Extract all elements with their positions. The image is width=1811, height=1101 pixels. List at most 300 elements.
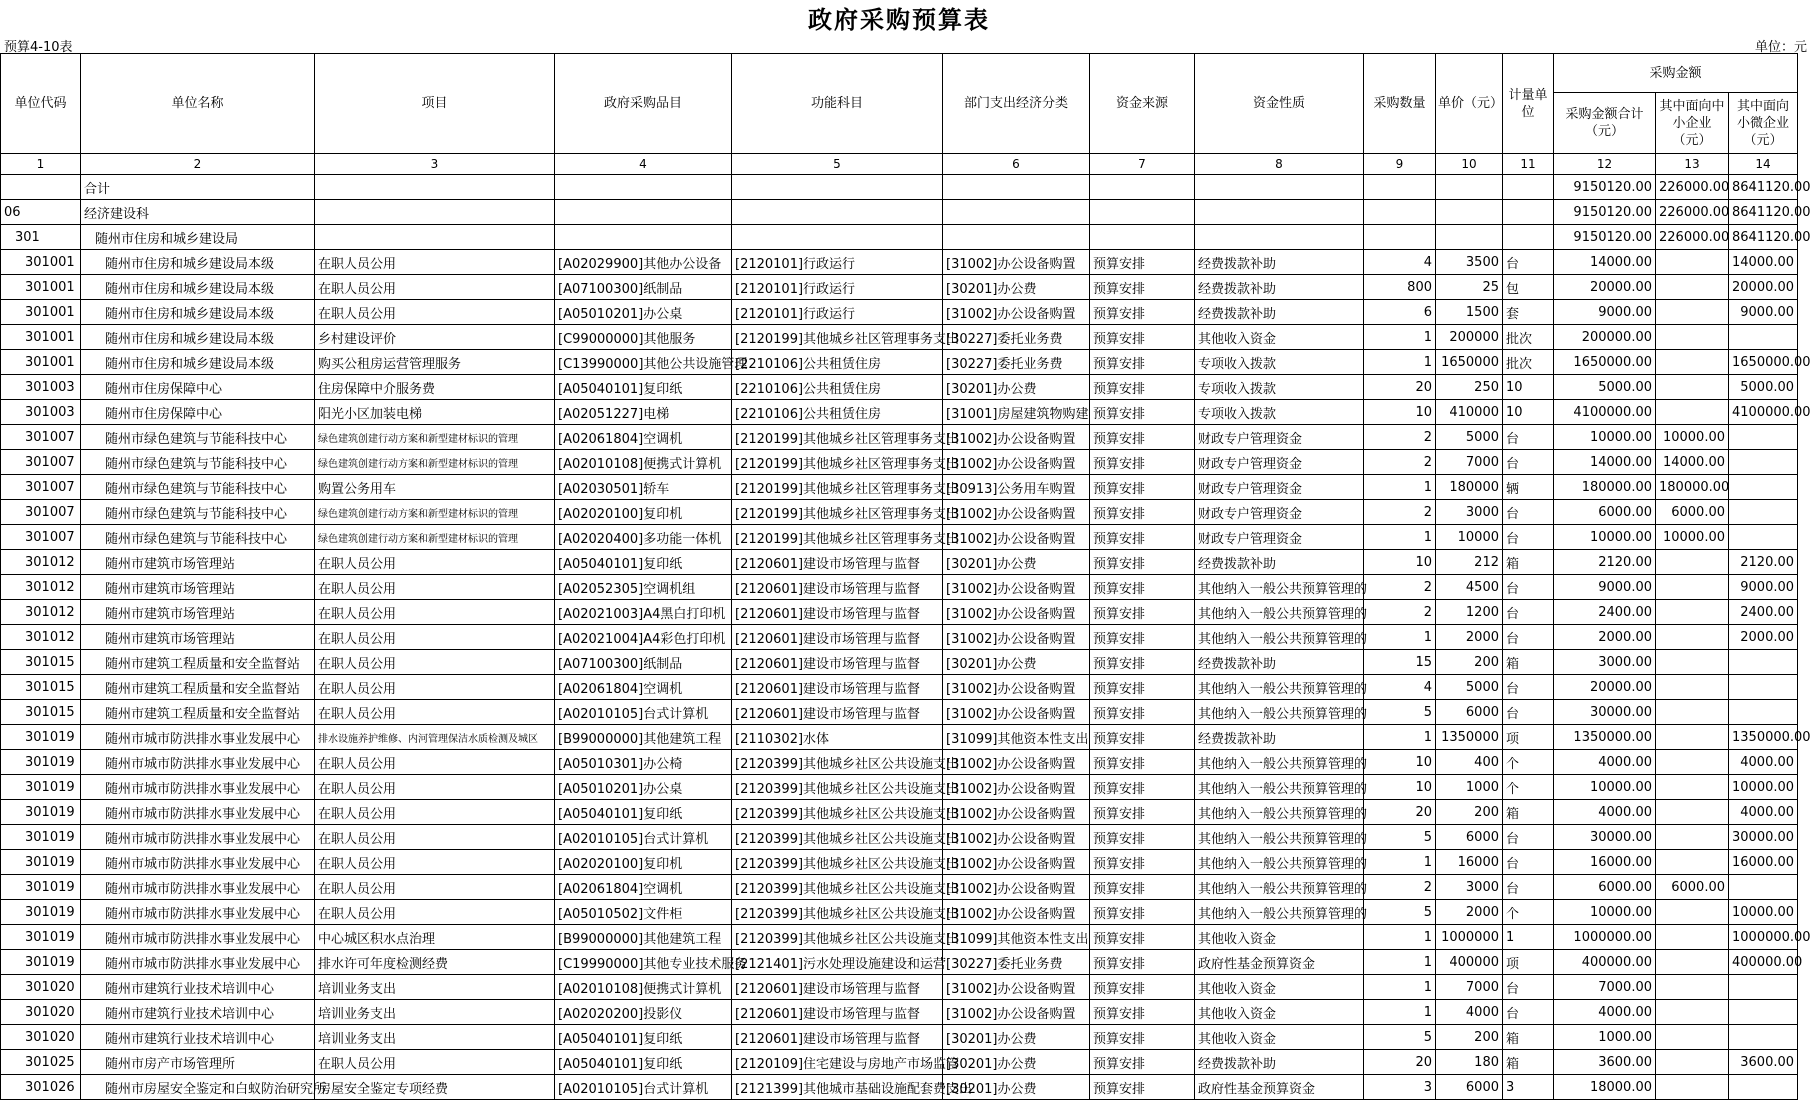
cell-unit-name: 随州市城市防洪排水事业发展中心 — [81, 875, 315, 900]
cell-project: 在职人员公用 — [315, 650, 555, 675]
cell-func: [2120399]其他城乡社区公共设施支出 — [732, 825, 943, 850]
cell-sme — [1656, 350, 1729, 375]
cell-unit-code: 301019 — [1, 850, 81, 875]
cell-item: [A05040101]复印纸 — [555, 1025, 732, 1050]
empty-cell — [315, 175, 555, 200]
cell-src: 预算安排 — [1090, 800, 1195, 825]
cell-price: 6000 — [1436, 700, 1503, 725]
cell-total: 4000.00 — [1554, 800, 1656, 825]
summary-name: 随州市住房和城乡建设局 — [81, 225, 315, 250]
cell-nature: 其他收入资金 — [1195, 1000, 1364, 1025]
table-row — [1, 1000, 1798, 1025]
cell-measure: 3 — [1503, 1075, 1554, 1100]
cell-micro: 4000.00 — [1729, 750, 1798, 775]
header-unit-name: 单位名称 — [81, 54, 315, 154]
page-title: 政府采购预算表 — [808, 6, 990, 34]
cell-item: [A02021003]A4黑白打印机 — [555, 600, 732, 625]
cell-func: [2110302]水体 — [732, 725, 943, 750]
cell-sme: 6000.00 — [1656, 500, 1729, 525]
cell-sme: 14000.00 — [1656, 450, 1729, 475]
cell-measure: 套 — [1503, 300, 1554, 325]
cell-total: 400000.00 — [1554, 950, 1656, 975]
cell-item: [A02010108]便携式计算机 — [555, 450, 732, 475]
cell-micro: 10000.00 — [1729, 775, 1798, 800]
empty-cell — [1364, 175, 1436, 200]
header-project: 项目 — [315, 54, 555, 154]
cell-nature: 经费拨款补助 — [1195, 650, 1364, 675]
cell-price: 3000 — [1436, 500, 1503, 525]
cell-qty: 1 — [1364, 925, 1436, 950]
cell-project: 在职人员公用 — [315, 575, 555, 600]
cell-nature: 其他纳入一般公共预算管理的 — [1195, 600, 1364, 625]
cell-micro — [1729, 975, 1798, 1000]
cell-qty: 10 — [1364, 400, 1436, 425]
summary-total: 9150120.00 — [1554, 200, 1656, 225]
cell-unit-name: 随州市建筑市场管理站 — [81, 625, 315, 650]
cell-econ: [31002]办公设备购置 — [943, 750, 1090, 775]
empty-cell — [1090, 225, 1195, 250]
cell-econ: [31002]办公设备购置 — [943, 525, 1090, 550]
cell-econ: [30201]办公费 — [943, 275, 1090, 300]
column-number: 14 — [1729, 154, 1798, 175]
cell-qty: 1 — [1364, 1000, 1436, 1025]
cell-unit-name: 随州市绿色建筑与节能科技中心 — [81, 500, 315, 525]
cell-measure: 台 — [1503, 850, 1554, 875]
cell-func: [2121401]污水处理设施建设和运营 — [732, 950, 943, 975]
cell-project: 购置公务用车 — [315, 475, 555, 500]
cell-measure: 箱 — [1503, 1050, 1554, 1075]
cell-econ: [31002]办公设备购置 — [943, 875, 1090, 900]
cell-item: [A02021004]A4彩色打印机 — [555, 625, 732, 650]
empty-cell — [732, 175, 943, 200]
summary-micro: 8641120.00 — [1729, 200, 1798, 225]
cell-sme — [1656, 325, 1729, 350]
empty-cell — [1090, 200, 1195, 225]
cell-price: 400 — [1436, 750, 1503, 775]
cell-measure: 批次 — [1503, 350, 1554, 375]
cell-unit-code: 301012 — [1, 625, 81, 650]
cell-unit-code: 301015 — [1, 675, 81, 700]
header-micro: 其中面向小微企业（元） — [1729, 93, 1798, 154]
header-item: 政府采购品目 — [555, 54, 732, 154]
table-row — [1, 575, 1798, 600]
summary-name: 经济建设科 — [81, 200, 315, 225]
empty-cell — [1364, 225, 1436, 250]
cell-sme — [1656, 825, 1729, 850]
cell-econ: [31099]其他资本性支出 — [943, 925, 1090, 950]
cell-total: 18000.00 — [1554, 1075, 1656, 1100]
cell-sme — [1656, 250, 1729, 275]
cell-qty: 1 — [1364, 725, 1436, 750]
budget-table — [0, 53, 1811, 1100]
cell-src: 预算安排 — [1090, 650, 1195, 675]
cell-sme — [1656, 600, 1729, 625]
cell-measure: 包 — [1503, 275, 1554, 300]
cell-unit-name: 随州市城市防洪排水事业发展中心 — [81, 925, 315, 950]
cell-src: 预算安排 — [1090, 450, 1195, 475]
cell-nature: 其他纳入一般公共预算管理的 — [1195, 800, 1364, 825]
cell-nature: 其他纳入一般公共预算管理的 — [1195, 850, 1364, 875]
cell-qty: 5 — [1364, 1025, 1436, 1050]
cell-project: 阳光小区加装电梯 — [315, 400, 555, 425]
cell-project: 房屋安全鉴定专项经费 — [315, 1075, 555, 1100]
cell-item: [C19990000]其他专业技术服务 — [555, 950, 732, 975]
cell-micro: 9000.00 — [1729, 575, 1798, 600]
cell-nature: 经费拨款补助 — [1195, 250, 1364, 275]
cell-project: 绿色建筑创建行动方案和新型建材标识的管理 — [315, 500, 555, 525]
cell-src: 预算安排 — [1090, 300, 1195, 325]
cell-measure: 批次 — [1503, 325, 1554, 350]
cell-total: 2000.00 — [1554, 625, 1656, 650]
cell-qty: 5 — [1364, 900, 1436, 925]
cell-project: 在职人员公用 — [315, 675, 555, 700]
cell-project: 中心城区积水点治理 — [315, 925, 555, 950]
cell-measure: 项 — [1503, 725, 1554, 750]
table-row — [1, 950, 1798, 975]
empty-cell — [1436, 175, 1503, 200]
cell-unit-name: 随州市城市防洪排水事业发展中心 — [81, 750, 315, 775]
cell-measure: 台 — [1503, 500, 1554, 525]
cell-price: 1500 — [1436, 300, 1503, 325]
empty-cell — [555, 175, 732, 200]
cell-nature: 其他纳入一般公共预算管理的 — [1195, 900, 1364, 925]
summary-micro: 8641120.00 — [1729, 225, 1798, 250]
cell-qty: 20 — [1364, 800, 1436, 825]
summary-row — [1, 225, 1798, 250]
cell-total: 30000.00 — [1554, 825, 1656, 850]
cell-func: [2210106]公共租赁住房 — [732, 400, 943, 425]
cell-qty: 1 — [1364, 525, 1436, 550]
cell-nature: 财政专户管理资金 — [1195, 500, 1364, 525]
cell-measure: 10 — [1503, 400, 1554, 425]
header-amount-group: 采购金额 — [1554, 54, 1798, 93]
cell-econ: [30201]办公费 — [943, 550, 1090, 575]
cell-func: [2120601]建设市场管理与监督 — [732, 675, 943, 700]
cell-qty: 5 — [1364, 700, 1436, 725]
table-row — [1, 650, 1798, 675]
cell-src: 预算安排 — [1090, 500, 1195, 525]
cell-qty: 800 — [1364, 275, 1436, 300]
cell-econ: [31002]办公设备购置 — [943, 825, 1090, 850]
cell-func: [2120601]建设市场管理与监督 — [732, 550, 943, 575]
empty-cell — [943, 225, 1090, 250]
empty-cell — [315, 200, 555, 225]
cell-micro — [1729, 450, 1798, 475]
cell-unit-name: 随州市城市防洪排水事业发展中心 — [81, 725, 315, 750]
cell-price: 1650000 — [1436, 350, 1503, 375]
cell-nature: 其他收入资金 — [1195, 1025, 1364, 1050]
column-number: 4 — [555, 154, 732, 175]
cell-unit-name: 随州市住房和城乡建设局本级 — [81, 275, 315, 300]
table-row — [1, 1075, 1798, 1100]
header-qty: 采购数量 — [1364, 54, 1436, 154]
cell-price: 200000 — [1436, 325, 1503, 350]
cell-project: 在职人员公用 — [315, 625, 555, 650]
cell-nature: 经费拨款补助 — [1195, 550, 1364, 575]
empty-cell — [1195, 200, 1364, 225]
cell-unit-name: 随州市建筑市场管理站 — [81, 550, 315, 575]
cell-qty: 6 — [1364, 300, 1436, 325]
cell-src: 预算安排 — [1090, 1025, 1195, 1050]
cell-measure: 箱 — [1503, 800, 1554, 825]
cell-func: [2120199]其他城乡社区管理事务支出 — [732, 450, 943, 475]
column-number: 9 — [1364, 154, 1436, 175]
cell-unit-code: 301001 — [1, 325, 81, 350]
cell-unit-code: 301007 — [1, 450, 81, 475]
cell-src: 预算安排 — [1090, 375, 1195, 400]
cell-unit-name: 随州市住房保障中心 — [81, 375, 315, 400]
cell-total: 14000.00 — [1554, 450, 1656, 475]
cell-micro — [1729, 325, 1798, 350]
cell-src: 预算安排 — [1090, 750, 1195, 775]
table-row — [1, 375, 1798, 400]
empty-cell — [943, 175, 1090, 200]
cell-unit-code: 301026 — [1, 1075, 81, 1100]
cell-total: 9000.00 — [1554, 300, 1656, 325]
cell-econ: [31002]办公设备购置 — [943, 250, 1090, 275]
table-number: 预算4-10表 — [4, 40, 73, 55]
cell-micro — [1729, 1075, 1798, 1100]
cell-micro — [1729, 525, 1798, 550]
cell-sme — [1656, 900, 1729, 925]
cell-nature: 经费拨款补助 — [1195, 275, 1364, 300]
cell-price: 4500 — [1436, 575, 1503, 600]
cell-total: 10000.00 — [1554, 775, 1656, 800]
header-sme: 其中面向中小企业（元） — [1656, 93, 1729, 154]
cell-price: 180 — [1436, 1050, 1503, 1075]
cell-nature: 财政专户管理资金 — [1195, 425, 1364, 450]
cell-unit-name: 随州市房屋安全鉴定和白蚁防治研究所 — [81, 1075, 315, 1100]
cell-unit-code: 301020 — [1, 1025, 81, 1050]
cell-price: 250 — [1436, 375, 1503, 400]
cell-project: 在职人员公用 — [315, 875, 555, 900]
column-number: 11 — [1503, 154, 1554, 175]
cell-item: [A02061804]空调机 — [555, 875, 732, 900]
summary-code — [1, 175, 81, 200]
cell-src: 预算安排 — [1090, 275, 1195, 300]
cell-unit-code: 301007 — [1, 425, 81, 450]
column-number: 6 — [943, 154, 1090, 175]
cell-src: 预算安排 — [1090, 875, 1195, 900]
cell-nature: 其他纳入一般公共预算管理的 — [1195, 775, 1364, 800]
table-row — [1, 775, 1798, 800]
cell-nature: 政府性基金预算资金 — [1195, 1075, 1364, 1100]
empty-cell — [1436, 225, 1503, 250]
cell-micro: 1000000.00 — [1729, 925, 1798, 950]
cell-econ: [30227]委托业务费 — [943, 325, 1090, 350]
cell-micro: 10000.00 — [1729, 900, 1798, 925]
cell-unit-code: 301001 — [1, 275, 81, 300]
cell-nature: 其他纳入一般公共预算管理的 — [1195, 875, 1364, 900]
cell-micro: 400000.00 — [1729, 950, 1798, 975]
cell-src: 预算安排 — [1090, 250, 1195, 275]
cell-func: [2120101]行政运行 — [732, 300, 943, 325]
cell-sme — [1656, 650, 1729, 675]
cell-src: 预算安排 — [1090, 975, 1195, 1000]
table-row — [1, 725, 1798, 750]
table-row — [1, 525, 1798, 550]
cell-price: 10000 — [1436, 525, 1503, 550]
cell-total: 6000.00 — [1554, 500, 1656, 525]
cell-price: 3000 — [1436, 875, 1503, 900]
column-number: 13 — [1656, 154, 1729, 175]
table-row — [1, 350, 1798, 375]
cell-src: 预算安排 — [1090, 775, 1195, 800]
cell-unit-name: 随州市建筑市场管理站 — [81, 575, 315, 600]
cell-measure: 1 — [1503, 925, 1554, 950]
cell-project: 培训业务支出 — [315, 1025, 555, 1050]
cell-nature: 财政专户管理资金 — [1195, 450, 1364, 475]
summary-code: 06 — [1, 200, 81, 225]
cell-func: [2120601]建设市场管理与监督 — [732, 575, 943, 600]
table-row — [1, 250, 1798, 275]
cell-unit-code: 301020 — [1, 975, 81, 1000]
cell-item: [C13990000]其他公共设施管理 — [555, 350, 732, 375]
cell-sme — [1656, 850, 1729, 875]
cell-total: 4100000.00 — [1554, 400, 1656, 425]
cell-total: 180000.00 — [1554, 475, 1656, 500]
cell-nature: 专项收入拨款 — [1195, 375, 1364, 400]
cell-qty: 2 — [1364, 425, 1436, 450]
cell-item: [A02020100]复印机 — [555, 850, 732, 875]
cell-micro: 3600.00 — [1729, 1050, 1798, 1075]
table-row — [1, 475, 1798, 500]
empty-cell — [1195, 225, 1364, 250]
empty-cell — [1503, 200, 1554, 225]
table-row — [1, 275, 1798, 300]
cell-measure: 台 — [1503, 675, 1554, 700]
cell-econ: [31002]办公设备购置 — [943, 300, 1090, 325]
cell-measure: 台 — [1503, 575, 1554, 600]
cell-qty: 1 — [1364, 950, 1436, 975]
cell-price: 180000 — [1436, 475, 1503, 500]
cell-project: 在职人员公用 — [315, 775, 555, 800]
cell-unit-code: 301019 — [1, 925, 81, 950]
cell-unit-name: 随州市建筑工程质量和安全监督站 — [81, 700, 315, 725]
cell-unit-code: 301015 — [1, 650, 81, 675]
cell-econ: [31002]办公设备购置 — [943, 975, 1090, 1000]
cell-sme: 180000.00 — [1656, 475, 1729, 500]
cell-micro: 9000.00 — [1729, 300, 1798, 325]
cell-price: 4000 — [1436, 1000, 1503, 1025]
cell-project: 绿色建筑创建行动方案和新型建材标识的管理 — [315, 525, 555, 550]
table-row — [1, 925, 1798, 950]
cell-unit-name: 随州市绿色建筑与节能科技中心 — [81, 475, 315, 500]
cell-project: 购买公租房运营管理服务 — [315, 350, 555, 375]
cell-func: [2121399]其他城市基础设施配套费支出 — [732, 1075, 943, 1100]
cell-econ: [31002]办公设备购置 — [943, 450, 1090, 475]
cell-item: [A02030501]轿车 — [555, 475, 732, 500]
column-number: 1 — [1, 154, 81, 175]
cell-project: 在职人员公用 — [315, 600, 555, 625]
cell-item: [C99000000]其他服务 — [555, 325, 732, 350]
cell-econ: [31002]办公设备购置 — [943, 1000, 1090, 1025]
cell-econ: [31002]办公设备购置 — [943, 600, 1090, 625]
cell-unit-code: 301019 — [1, 750, 81, 775]
cell-item: [A05040101]复印纸 — [555, 375, 732, 400]
table-row — [1, 900, 1798, 925]
cell-src: 预算安排 — [1090, 400, 1195, 425]
cell-micro: 4000.00 — [1729, 800, 1798, 825]
cell-micro — [1729, 1000, 1798, 1025]
cell-qty: 4 — [1364, 675, 1436, 700]
header-econ: 部门支出经济分类 — [943, 54, 1090, 154]
empty-cell — [555, 225, 732, 250]
cell-unit-name: 随州市城市防洪排水事业发展中心 — [81, 825, 315, 850]
table-row — [1, 700, 1798, 725]
cell-measure: 箱 — [1503, 650, 1554, 675]
cell-unit-code: 301020 — [1, 1000, 81, 1025]
cell-total: 3600.00 — [1554, 1050, 1656, 1075]
cell-total: 20000.00 — [1554, 675, 1656, 700]
cell-src: 预算安排 — [1090, 325, 1195, 350]
table-row — [1, 325, 1798, 350]
cell-sme — [1656, 1025, 1729, 1050]
cell-unit-name: 随州市城市防洪排水事业发展中心 — [81, 775, 315, 800]
cell-econ: [30227]委托业务费 — [943, 950, 1090, 975]
cell-unit-name: 随州市住房保障中心 — [81, 400, 315, 425]
cell-total: 10000.00 — [1554, 425, 1656, 450]
cell-price: 200 — [1436, 800, 1503, 825]
summary-sme: 226000.00 — [1656, 200, 1729, 225]
cell-nature: 其他纳入一般公共预算管理的 — [1195, 825, 1364, 850]
table-row — [1, 550, 1798, 575]
cell-nature: 经费拨款补助 — [1195, 1050, 1364, 1075]
cell-project: 培训业务支出 — [315, 1000, 555, 1025]
cell-price: 5000 — [1436, 425, 1503, 450]
cell-qty: 15 — [1364, 650, 1436, 675]
cell-func: [2120601]建设市场管理与监督 — [732, 1000, 943, 1025]
cell-unit-name: 随州市住房和城乡建设局本级 — [81, 250, 315, 275]
cell-total: 4000.00 — [1554, 1000, 1656, 1025]
cell-micro — [1729, 675, 1798, 700]
cell-project: 在职人员公用 — [315, 900, 555, 925]
cell-func: [2120399]其他城乡社区公共设施支出 — [732, 875, 943, 900]
cell-price: 212 — [1436, 550, 1503, 575]
cell-func: [2120601]建设市场管理与监督 — [732, 650, 943, 675]
summary-micro: 8641120.00 — [1729, 175, 1798, 200]
table-row — [1, 800, 1798, 825]
cell-unit-code: 301019 — [1, 900, 81, 925]
cell-item: [A02051227]电梯 — [555, 400, 732, 425]
table-row — [1, 425, 1798, 450]
cell-sme — [1656, 625, 1729, 650]
cell-sme — [1656, 775, 1729, 800]
table-row — [1, 450, 1798, 475]
cell-unit-code: 301012 — [1, 575, 81, 600]
header-unit-code: 单位代码 — [1, 54, 81, 154]
cell-nature: 专项收入拨款 — [1195, 400, 1364, 425]
cell-src: 预算安排 — [1090, 950, 1195, 975]
cell-measure: 台 — [1503, 700, 1554, 725]
cell-item: [B99000000]其他建筑工程 — [555, 725, 732, 750]
cell-project: 排水设施养护维修、内河管理保洁水质检测及城区 — [315, 725, 555, 750]
table-row — [1, 500, 1798, 525]
cell-total: 1650000.00 — [1554, 350, 1656, 375]
column-number: 10 — [1436, 154, 1503, 175]
cell-nature: 其他纳入一般公共预算管理的 — [1195, 675, 1364, 700]
cell-src: 预算安排 — [1090, 725, 1195, 750]
cell-econ: [30201]办公费 — [943, 1075, 1090, 1100]
cell-econ: [30201]办公费 — [943, 1025, 1090, 1050]
cell-micro — [1729, 1025, 1798, 1050]
cell-total: 2400.00 — [1554, 600, 1656, 625]
summary-row — [1, 175, 1798, 200]
cell-src: 预算安排 — [1090, 550, 1195, 575]
cell-qty: 2 — [1364, 600, 1436, 625]
cell-price: 2000 — [1436, 900, 1503, 925]
cell-micro: 5000.00 — [1729, 375, 1798, 400]
